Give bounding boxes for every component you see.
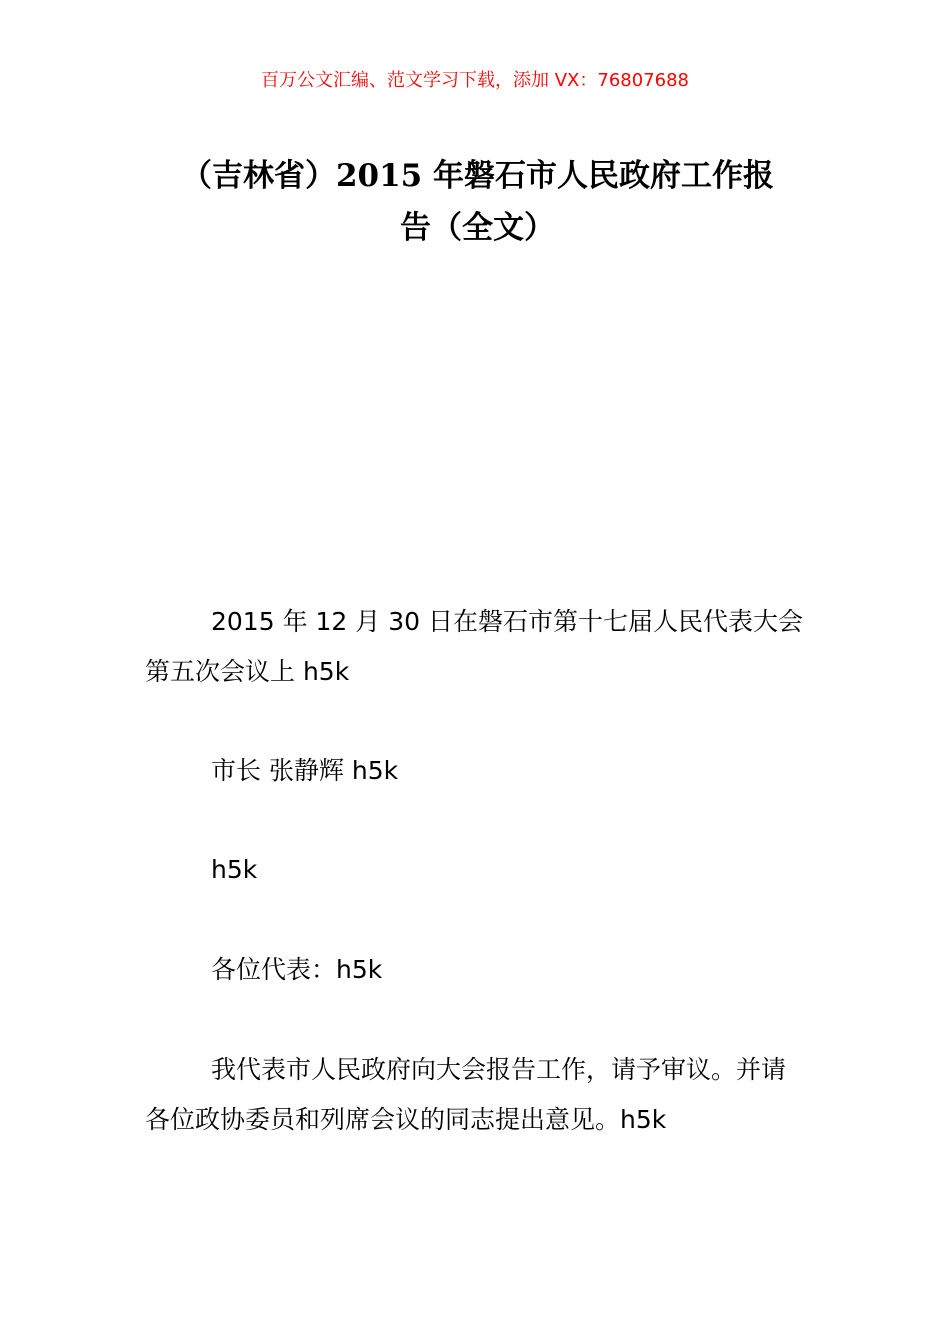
paragraph-line: 第五次会议上 h5k bbox=[145, 657, 350, 686]
paragraph-line: 2015 年 12 月 30 日在磐石市第十七届人民代表大会 bbox=[211, 607, 803, 636]
paragraph-line: h5k bbox=[211, 855, 258, 884]
document-title bbox=[145, 150, 810, 254]
paragraph-mayor bbox=[145, 746, 810, 796]
paragraph-intro bbox=[145, 1045, 810, 1145]
paragraph-line: 我代表市人民政府向大会报告工作，请予审议。并请 bbox=[211, 1055, 787, 1084]
paragraph-meeting-info bbox=[145, 597, 810, 697]
paragraph-line: 各位政协委员和列席会议的同志提出意见。h5k bbox=[145, 1105, 667, 1134]
paragraph-code bbox=[145, 845, 810, 895]
title-line-2: 告（全文） bbox=[400, 210, 555, 246]
title-line-1: （吉林省）2015 年磐石市人民政府工作报 bbox=[180, 158, 775, 194]
paragraph-line: 市长 张静辉 h5k bbox=[211, 756, 399, 785]
paragraph-greeting bbox=[145, 945, 810, 995]
watermark-banner: 百万公文汇编、范文学习下载，添加 VX：76807688 bbox=[261, 70, 689, 91]
paragraph-line: 各位代表：h5k bbox=[211, 955, 383, 984]
